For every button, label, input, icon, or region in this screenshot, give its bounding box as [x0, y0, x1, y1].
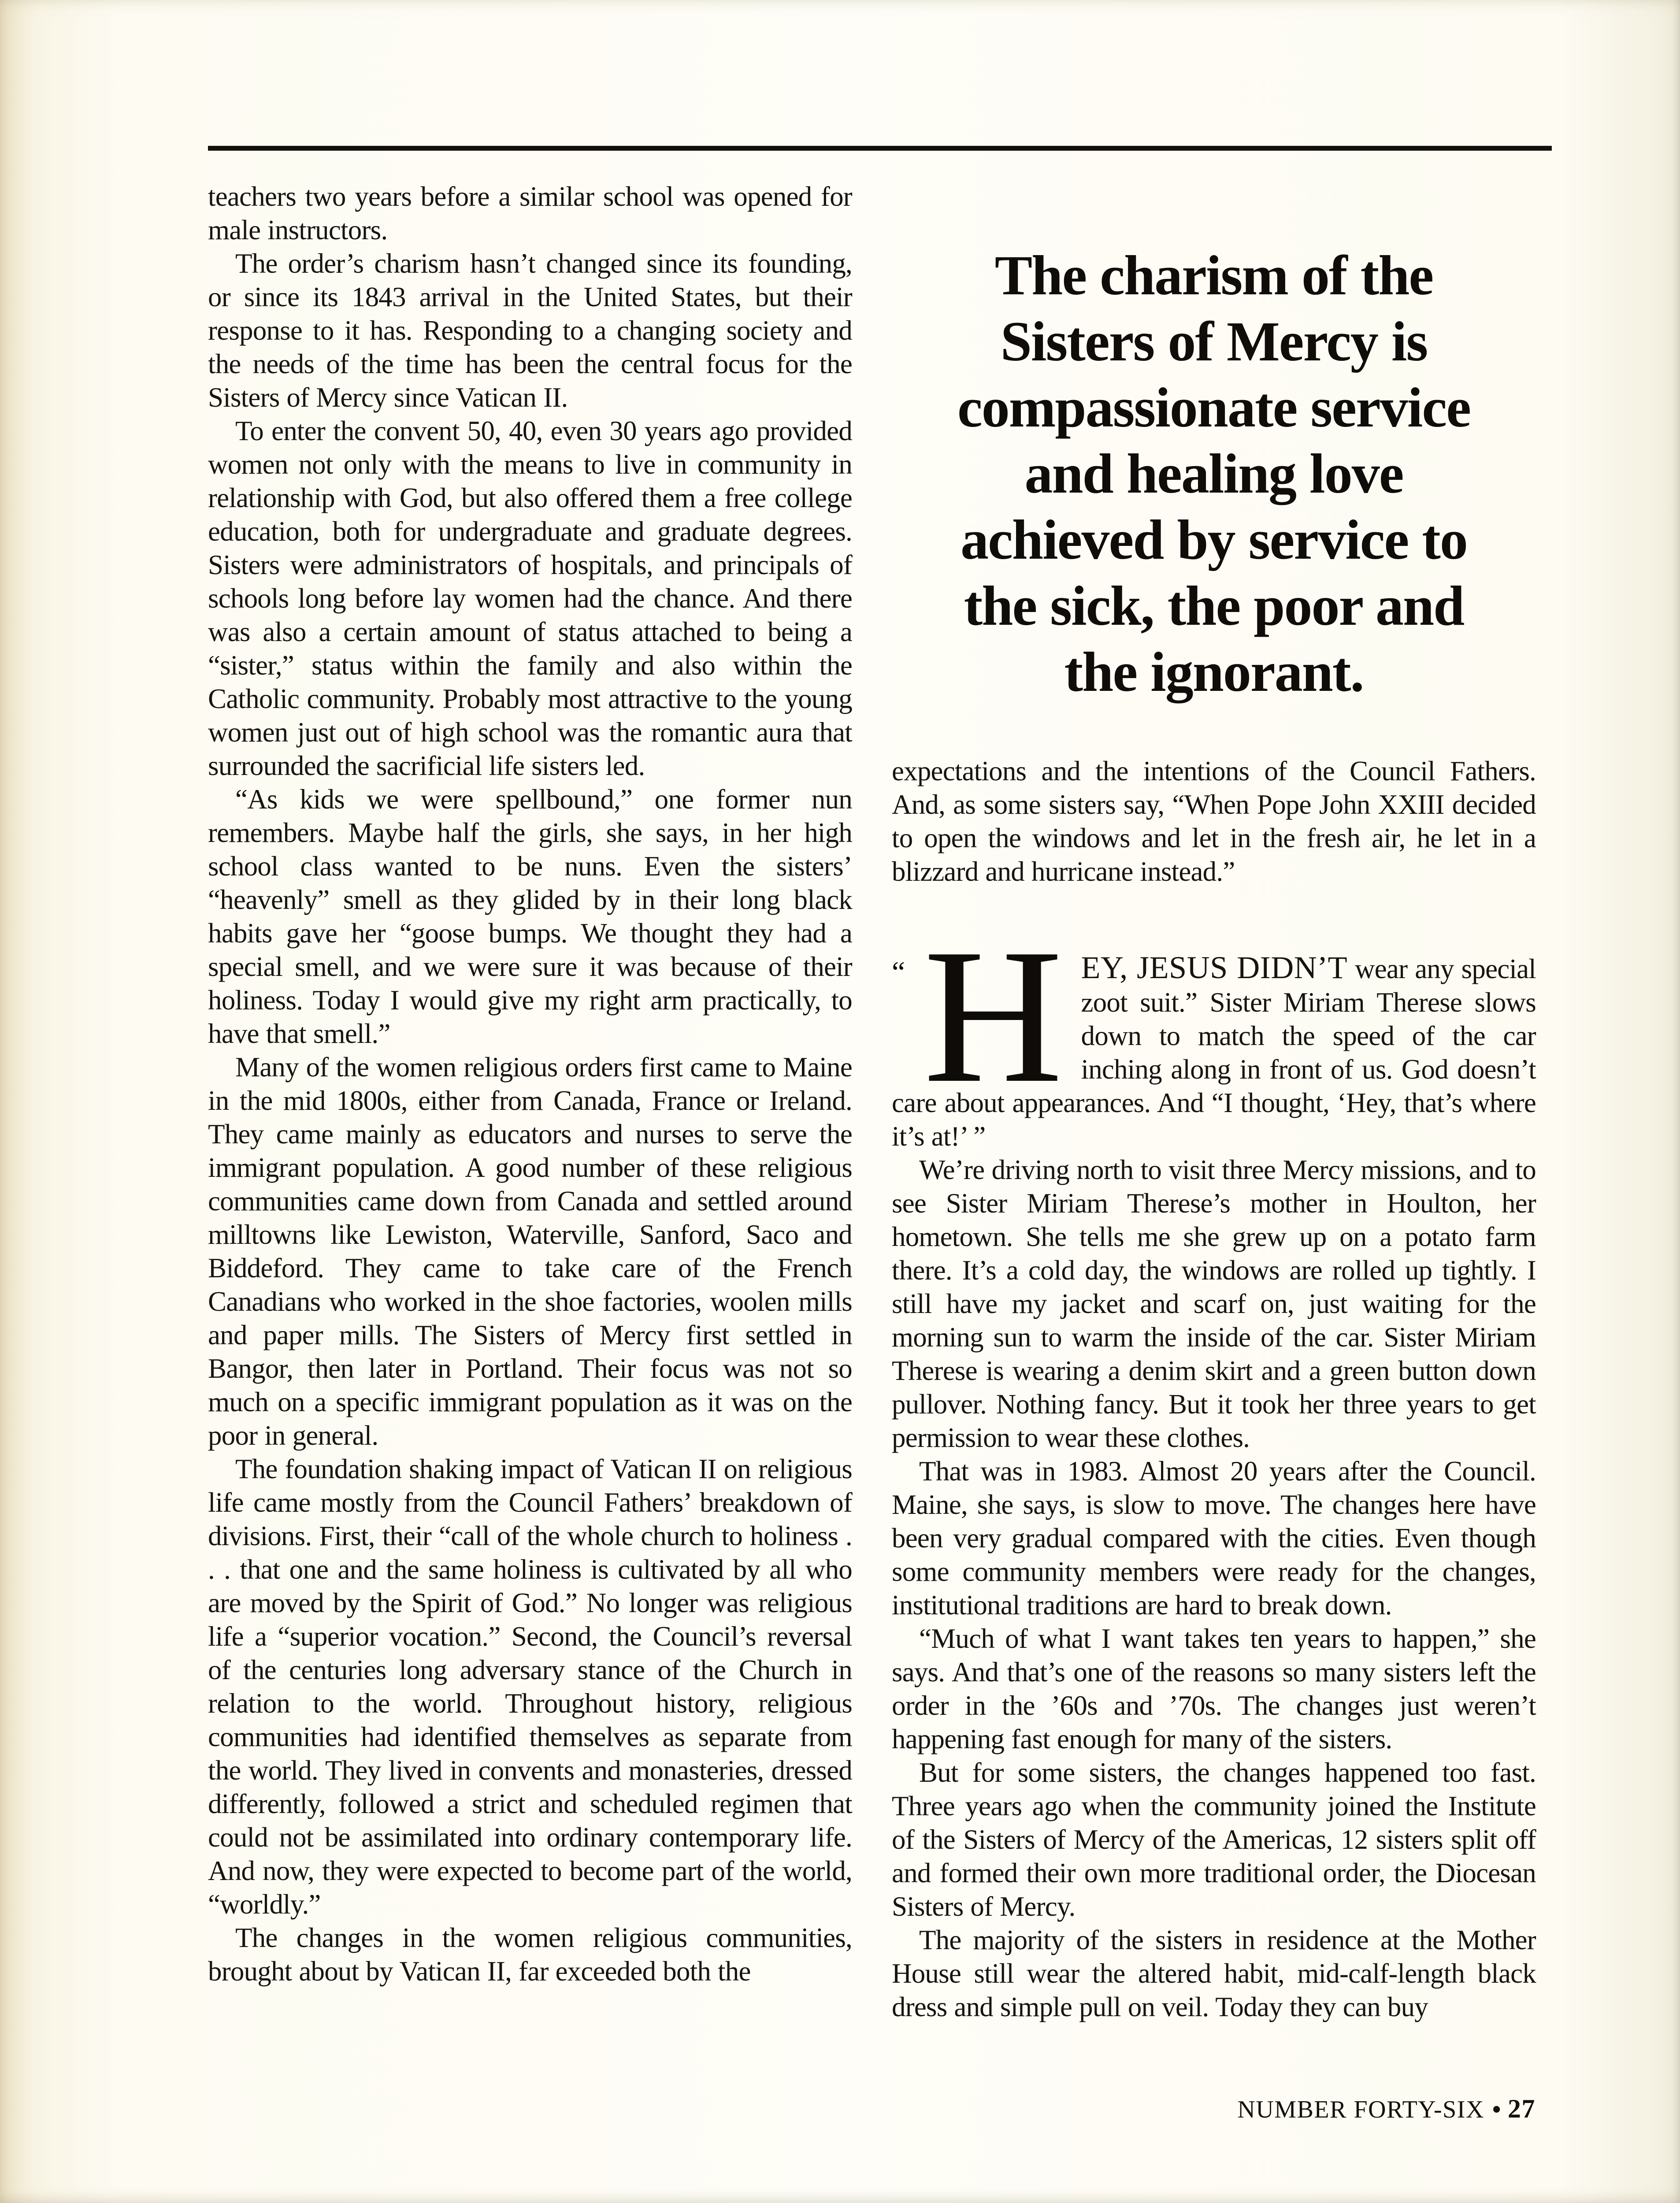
pull-quote-line: achieved by service to	[961, 508, 1467, 571]
drop-cap	[892, 909, 1081, 1123]
body-paragraph: “Much of what I want takes ten years to happen,” she says. And that’s one of the reasons so many sisters left the order in the ’60s and ’70s. The changes just weren’t happening fast enough for many of the sisters.	[892, 1623, 1536, 1754]
top-rule	[208, 146, 1552, 151]
lead-in-caps: EY, JESUS DIDN’T	[1081, 950, 1348, 985]
body-paragraph: The changes in the women religious communities, brought about by Vatican II, far exceeded both the	[208, 1922, 852, 1987]
pull-quote-line: compassionate service	[957, 376, 1471, 439]
body-paragraph: Many of the women religious orders first came to Maine in the mid 1800s, either from Canada, France or Ireland. They came mainly as educators and nurses to serve the immigrant population. A good number of these religious communities came down from Canada and settled around milltowns like Lewiston, Waterville, Sanford, Saco and Biddeford. They came to take care of the French Canadians who worked in the shoe factories, woolen mills and paper mills. The Sisters of Mercy first settled in Bangor, then later in Portland. Their focus was not so much on a specific immigrant population as it was on the poor in general.	[208, 1052, 852, 1451]
body-paragraph: expectations and the intentions of the Council Fathers. And, as some sisters say, “When Pope John XXIII decided to open the windows and let in the fresh air, he let in a blizzard and hurricane instead.”	[892, 756, 1536, 887]
left-column	[208, 180, 852, 2024]
pull-quote-line: and healing love	[1024, 442, 1403, 505]
pull-quote-line: The charism of the	[994, 244, 1433, 307]
dropcap-paragraph-text: wear any special zoot suit.” Sister Miriam Therese slows down to match the speed of the car inching along in front of us. God doesn’t care about appearances. And “I thought, ‘Hey, that’s where it’s at!’ ”	[892, 953, 1536, 1152]
body-paragraph: teachers two years before a similar school was opened for male instructors.	[208, 181, 852, 245]
folio-bullet: •	[1492, 2096, 1502, 2123]
body-paragraph: To enter the convent 50, 40, even 30 years ago provided women not only with the means to live in community in relationship with God, but also offered them a free college education, both for undergraduate and graduate degrees. Sisters were administrators of hospitals, and principals of schools long before lay women had the chance. And there was also a certain amount of status attached to being a “sister,” status within the family and also within the Catholic community. Probably most attractive to the young women just out of high school was the romantic aura that surrounded the sacrificial life sisters led.	[208, 415, 852, 781]
pull-quote-line: the ignorant.	[1064, 641, 1364, 703]
pull-quote	[892, 242, 1536, 705]
body-paragraph: The order’s charism hasn’t changed since its founding, or since its 1843 arrival in the United States, but their response to it has. Responding to a changing society and the needs of the time has been the central focus for the Sisters of Mercy since Vatican II.	[208, 248, 852, 413]
pull-quote-line: Sisters of Mercy is	[1000, 310, 1428, 373]
pull-quote-line: the sick, the poor and	[964, 575, 1464, 637]
folio-label: NUMBER FORTY-SIX	[1237, 2096, 1484, 2123]
body-paragraph: We’re driving north to visit three Mercy missions, and to see Sister Miriam Therese’s mother in Houlton, her hometown. She tells me she grew up on a potato farm there. It’s a cold day, the windows are rolled up tightly. I still have my jacket and scarf on, just waiting for the morning sun to warm the inside of the car. Sister Miriam Therese is wearing a denim skirt and a green button down pullover. Nothing fancy. But it took her three years to get permission to wear these clothes.	[892, 1154, 1536, 1453]
body-paragraph: But for some sisters, the changes happened too fast. Three years ago when the community joined the Institute of the Sisters of Mercy of the Americas, 12 sisters split off and formed their own more traditional order, the Diocesan Sisters of Mercy.	[892, 1757, 1536, 1922]
body-paragraph: The foundation shaking impact of Vatican II on religious life came mostly from the Council Fathers’ breakdown of divisions. First, their “call of the whole church to holiness . . . that one and the same holiness is cultivated by all who are moved by the Spirit of God.” No longer was religious life a “superior vocation.” Second, the Council’s reversal of the centuries long adversary stance of the Church in relation to the world. Throughout history, religious communities had identified themselves as separate from the world. They lived in convents and monasteries, dressed differently, followed a strict and scheduled regimen that could not be assimilated into ordinary contemporary life. And now, they were expected to become part of the world, “worldly.”	[208, 1454, 852, 1920]
drop-cap-letter: H	[923, 909, 1063, 1123]
body-paragraph: The majority of the sisters in residence at the Mother House still wear the altered habit, mid-calf-length black dress and simple pull on veil. Today they can buy	[892, 1925, 1536, 2022]
dropcap-paragraph	[892, 909, 1536, 1153]
page-footer	[1237, 2094, 1535, 2124]
body-paragraph: That was in 1983. Almost 20 years after the Council. Maine, she says, is slow to move. The changes here have been very gradual compared with the cities. Even though some community members were ready for the changes, institutional traditions are hard to break down.	[892, 1456, 1536, 1621]
text-columns	[208, 180, 1536, 2024]
open-quote-mark: “	[892, 955, 905, 989]
right-column	[892, 180, 1536, 2024]
page-number: 27	[1508, 2094, 1535, 2123]
body-paragraph: “As kids we were spellbound,” one former nun remembers. Maybe half the girls, she says, in her high school class wanted to be nuns. Even the sisters’ “heavenly” smell as they glided by in their long black habits gave her “goose bumps. We thought they had a special smell, and we were sure it was because of their holiness. Today I would give my right arm practically, to have that smell.”	[208, 784, 852, 1049]
